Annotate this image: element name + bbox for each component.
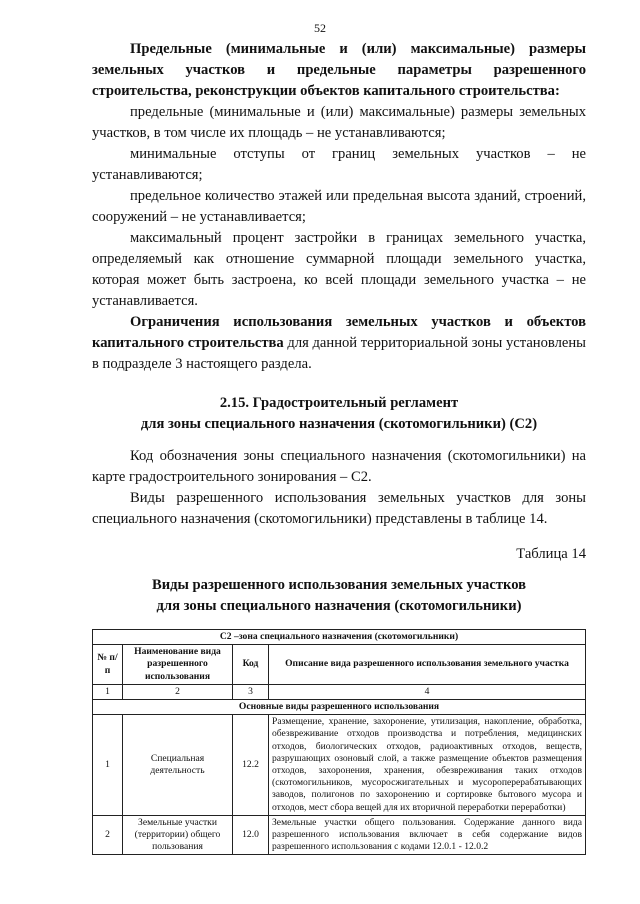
parameters-heading: Предельные (минимальные и (или) максимальные) размеры земельных участков и предельные параметры разрешенного строительства, реконструкции объектов капитального строительства: [92,41,586,99]
table-label: Таблица 14 [516,546,586,562]
col-number: 3 [233,684,269,699]
paragraph: предельное количество этажей или предельная высота зданий, строений, сооружений – не устанавливается; [92,188,586,225]
table-title [92,575,586,617]
row-description: Земельные участки общего пользования. Содержание данного вида разрешенного использования включает в себя содержание видов разрешенного использования с кодами 12.0.1 - 12.0.2 [269,815,586,855]
paragraph: предельные (минимальные и (или) максимальные) размеры земельных участков, в том числе их площадь – не устанавливаются; [92,104,586,141]
section-subtitle: для зоны специального назначения (скотомогильники) (С2) [140,416,538,432]
restriction-text: для данной территориальной зоны установлены в подразделе 3 настоящего раздела. [92,335,586,372]
table-title-line: для зоны специального назначения (скотомогильники) [156,598,522,614]
group-header: Основные виды разрешенного использования [93,700,586,715]
restriction-paragraph [92,312,586,375]
table-title-line: Виды разрешенного использования земельных участков [151,577,527,593]
section-parameters [92,39,586,375]
col-header: № п/п [93,645,123,685]
row-num: 2 [93,815,123,855]
row-code: 12.2 [233,715,269,816]
paragraph: минимальные отступы от границ земельных участков – не устанавливаются; [92,146,586,183]
zone-header: С2 –зона специального назначения (скотомогильники) [93,630,586,645]
col-header: Наименование вида разрешенного использования [123,645,233,685]
restriction-bold: Ограничения использования земельных участков и объектов капитального строительства [92,314,586,351]
col-header: Описание вида разрешенного использования земельного участка [269,645,586,685]
row-code: 12.0 [233,815,269,855]
row-name: Специальная деятельность [123,715,233,816]
land-use-table [92,629,586,855]
col-header: Код [233,645,269,685]
paragraph: Виды разрешенного использования земельных участков для зоны специального назначения (скотомогильники) представлены в таблице 14. [92,490,586,527]
paragraph: максимальный процент застройки в границах земельного участка, определяемый как отношение суммарной площади земельного участка, которая может быть застроена, ко всей площади земельного участка – не устанавливается. [92,230,586,309]
row-description: Размещение, хранение, захоронение, утилизация, накопление, обработка, обезвреживание отходов производства и потребления, медицинских отходов, биологических отходов, радиоактивных отходов, веществ, разрушающих озоновый слой, а также размещение объектов размещения отходов, захоронения, хранения, обезвреживания таких отходов (скотомогильников, мусоросжигательных и мусороперерабатывающих заводов, полигонов по захоронению и сортировке бытового мусора и отходов, мест сбора вещей для их вторичной переработки переработки) [269,715,586,816]
paragraph: Код обозначения зоны специального назначения (скотомогильники) на карте градостроительного зонирования – С2. [92,448,586,485]
col-number: 2 [123,684,233,699]
page-number: 52 [314,21,326,35]
table-row [93,815,586,855]
row-name: Земельные участки (территории) общего пользования [123,815,233,855]
col-number: 1 [93,684,123,699]
section-title: 2.15. Градостроительный регламент [219,395,459,411]
table-row [93,715,586,816]
row-num: 1 [93,715,123,816]
section-regulation [92,393,586,530]
col-number: 4 [269,684,586,699]
